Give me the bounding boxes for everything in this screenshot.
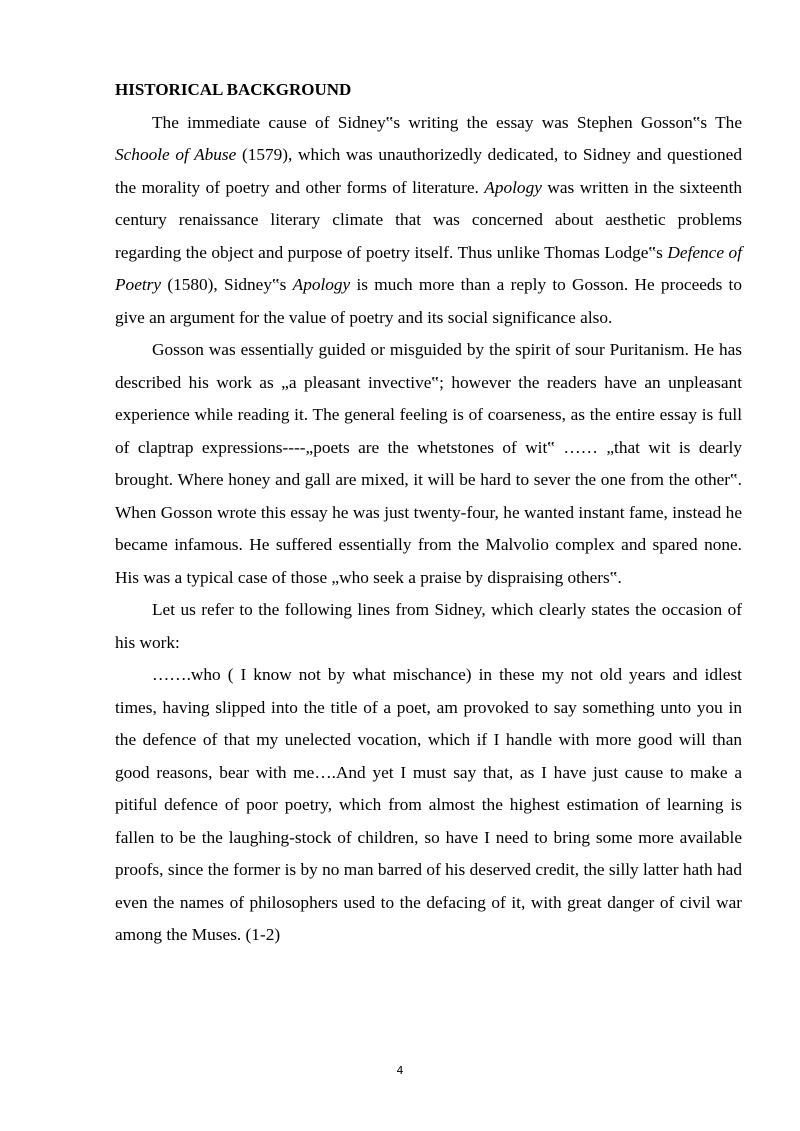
- italic-title: Schoole of Abuse: [115, 145, 237, 164]
- italic-title: Apology: [292, 275, 351, 294]
- text-run: Let us refer to the following lines from Sidney, which clearly states the occasion of his work:: [115, 600, 742, 652]
- section-heading: HISTORICAL BACKGROUND: [115, 80, 352, 99]
- paragraph: [115, 107, 742, 335]
- italic-title: Apology: [484, 177, 542, 197]
- text-run: was written in the sixteenth century renaissance literary climate that was concerned about aesthetic problems regarding the object and purpose of poetry itself. Thus unlike Thomas Lodge‟s: [115, 177, 743, 262]
- text-run: …….who ( I know not by what mischance) in these my not old years and idlest times, having slipped into the title of a poet, am provoked to say something unto you in the defence of that my unelected vocation, which if I handle with more good will than good reasons, bear with me….And yet I must say that, as I have just cause to make a pitiful defence of poor poetry, which from almost the highest estimation of learning is fallen to be the laughing-stock of children, so have I need to bring some more available proofs, since the former is by no man barred of his deserved credit, the silly latter hath had even the names of philosophers used to the defacing of it, with great danger of civil war among the Muses. (1-2): [115, 665, 742, 944]
- text-run: Gosson was essentially guided or misguided by the spirit of sour Puritanism. He has described his work as „a pleasant invective‟; however the readers have an unpleasant experience while reading it. The general feeling is of coarseness, as the entire essay is full of claptrap expressions----„poets are the whetstones of wit‟ …… „that wit is dearly brought. Where honey and gall are mixed, it will be hard to sever the one from the other‟. When Gosson wrote this essay he was just twenty-four, he wanted instant fame, instead he became infamous. He suffered essentially from the Malvolio complex and spared none. His was a typical case of those „who seek a praise by dispraising others‟.: [115, 340, 742, 587]
- paragraph: [115, 594, 742, 659]
- italic-title: Defence of Poetry: [115, 242, 743, 294]
- body-text: [115, 107, 742, 952]
- text-run: is much more than a reply to Gosson. He proceeds to give an argument for the value of poetry and its social significance also.: [115, 275, 742, 327]
- paragraph: [115, 659, 742, 952]
- text-run: (1579), which was unauthorizedly dedicated, to Sidney and questioned the morality of poetry and other forms of literature.: [115, 145, 742, 197]
- paragraph: [115, 334, 742, 594]
- document-page: [115, 74, 742, 952]
- text-run: The immediate cause of Sidney‟s writing the essay was Stephen Gosson‟s The: [152, 112, 742, 132]
- page-number: 4: [396, 1064, 404, 1077]
- text-run: (1580), Sidney‟s: [161, 275, 293, 294]
